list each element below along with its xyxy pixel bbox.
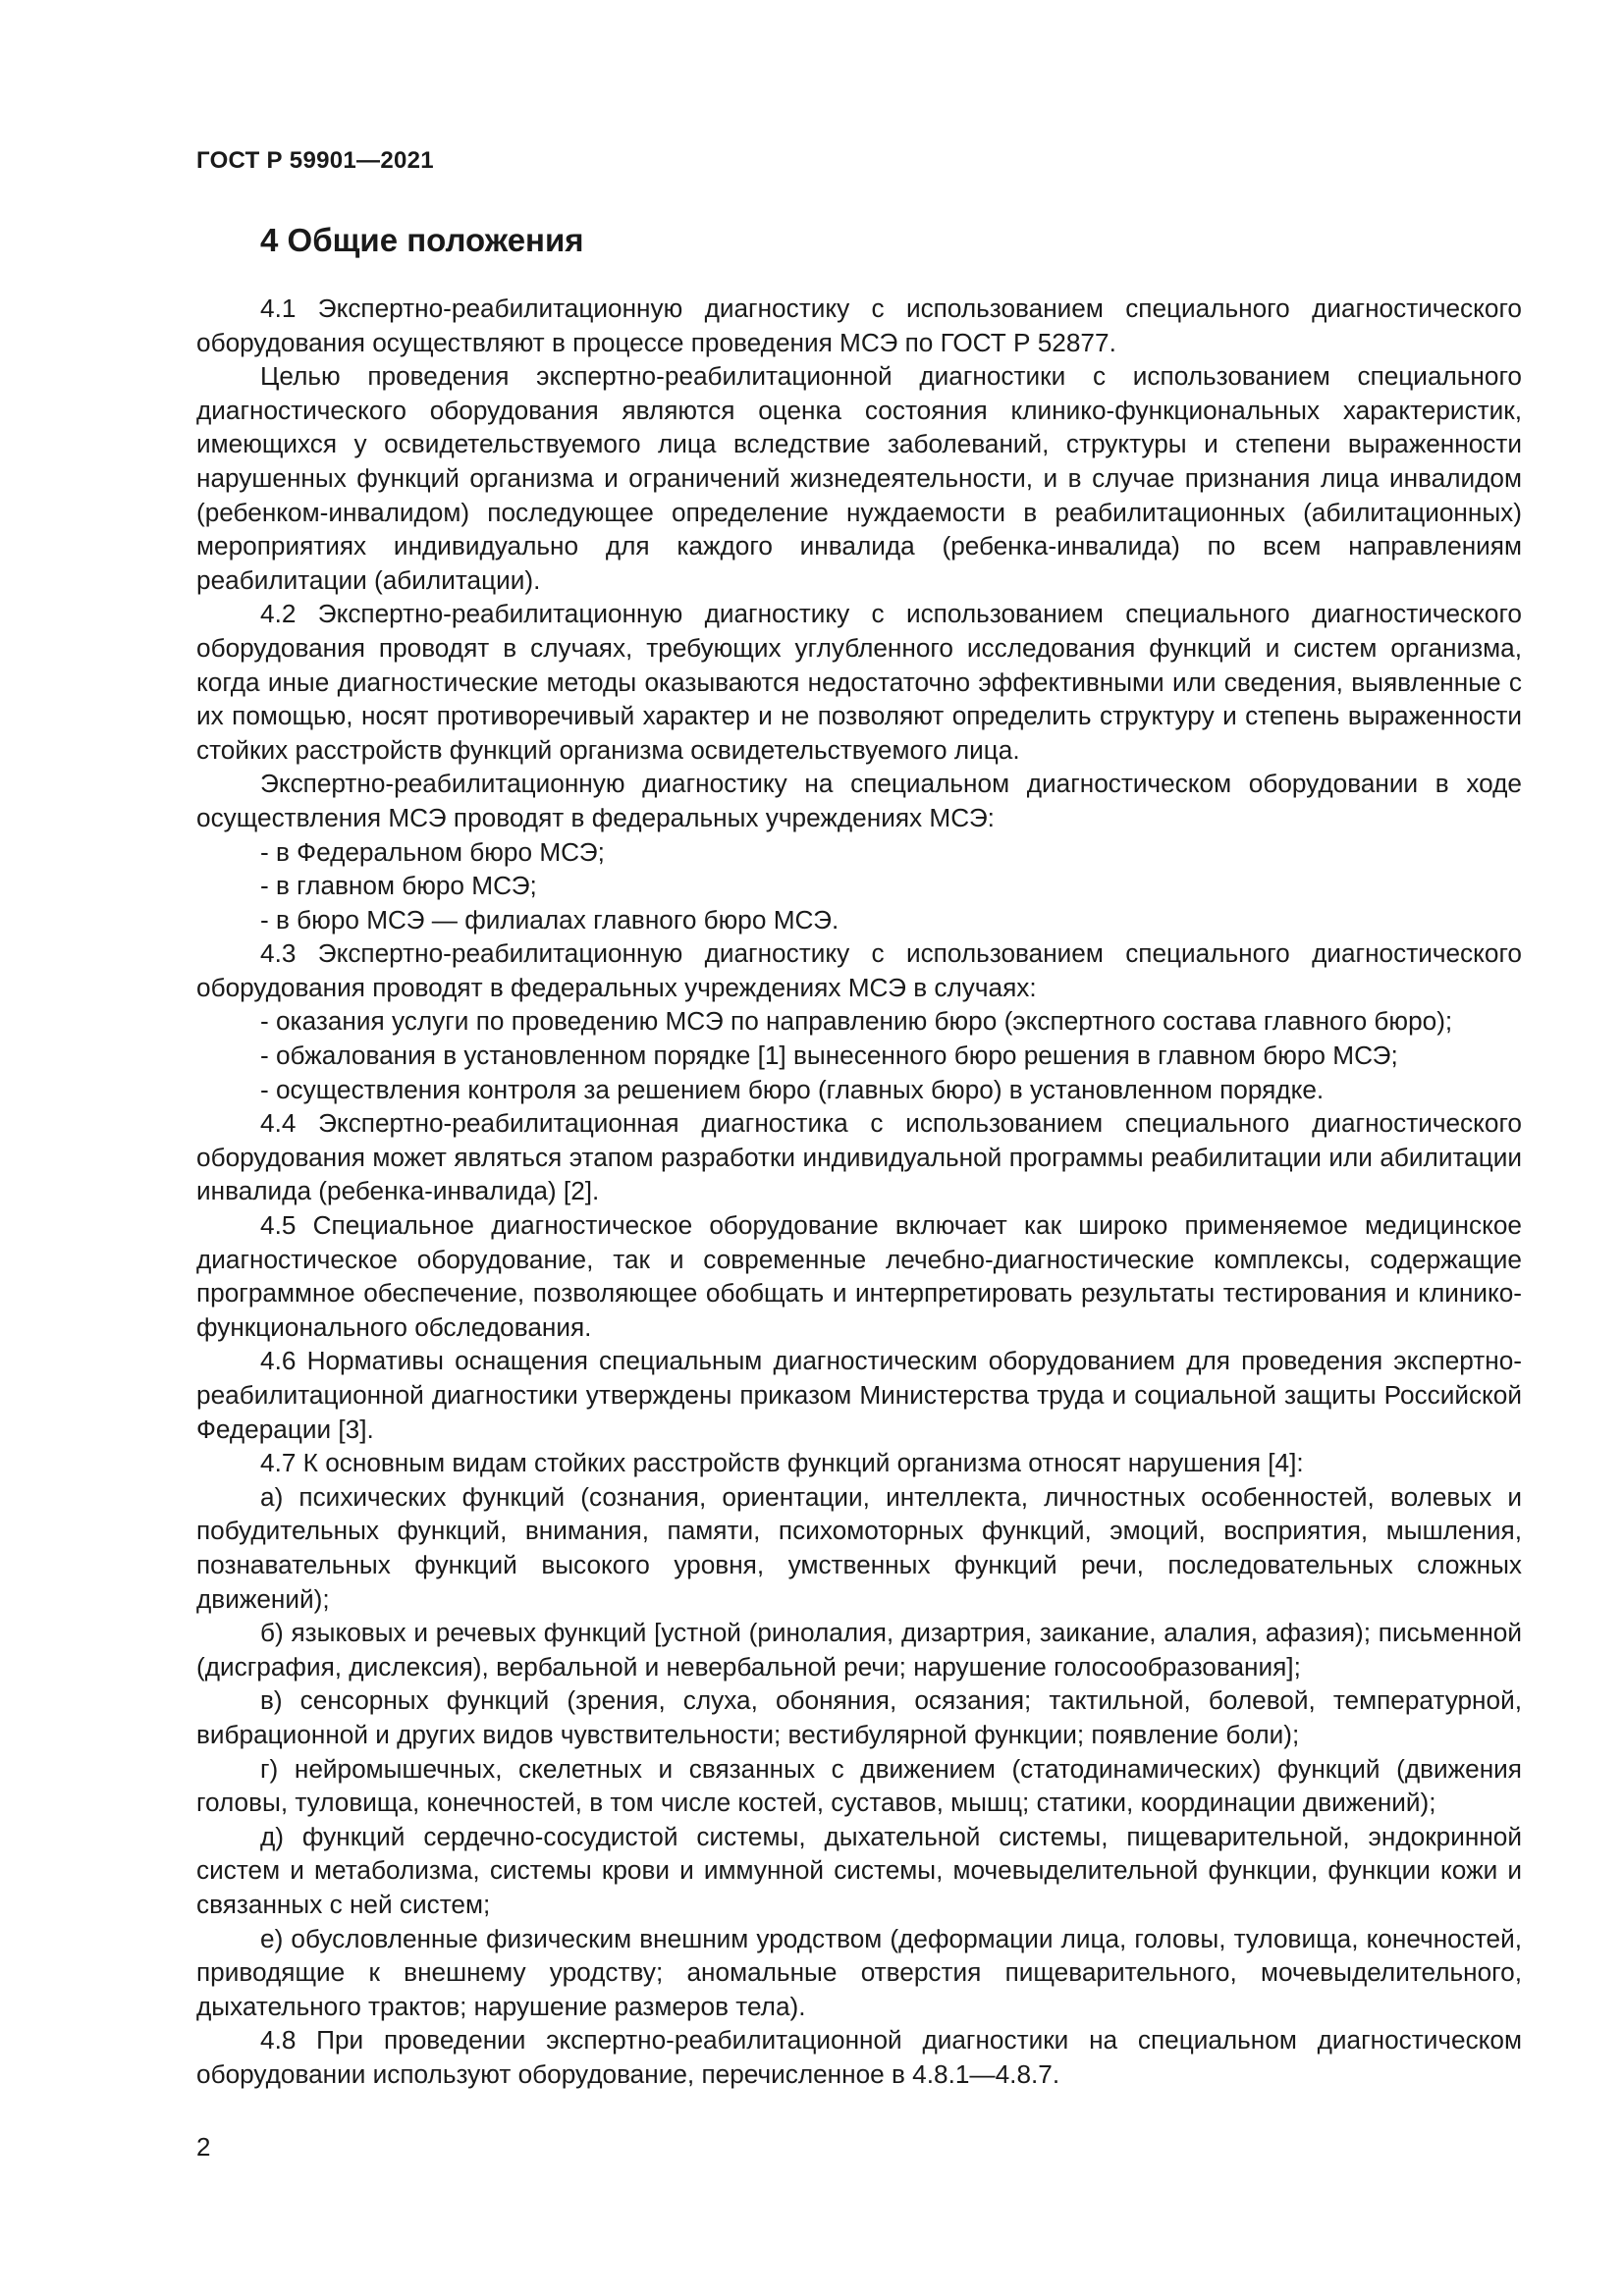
list-item: - в главном бюро МСЭ; xyxy=(260,871,537,901)
subitem-e: е) обусловленные физическим внешним уродством (деформации лица, головы, туловища, конечностей, приводящие к внешнему уродству; аномальные отверстия пищеварительного, мочевыделительного, дыхательного трактов; нарушение размеров тела). xyxy=(196,1923,1522,2021)
paragraph-4-4: 4.4 Экспертно-реабилитационная диагностика с использованием специального диагностического оборудования может являться этапом разработки индивидуальной программы реабилитации или абилитации инвалида (ребенка-инвалида) [2]. xyxy=(196,1108,1522,1206)
document-content xyxy=(196,219,1522,2091)
subitem-d: д) функций сердечно-сосудистой системы, дыхательной системы, пищеварительной, эндокринной систем и метаболизма, системы крови и иммунной системы, мочевыделительной функции, функции кожи и связанных с ней систем; xyxy=(196,1821,1522,1919)
subitem-g: г) нейромышечных, скелетных и связанных с движением (статодинамических) функций (движения головы, туловища, конечностей, в том числе костей, суставов, мышц; статики, координации движений); xyxy=(196,1753,1522,1818)
list-item: - в бюро МСЭ — филиалах главного бюро МСЭ. xyxy=(260,904,839,934)
paragraph-4-2: 4.2 Экспертно-реабилитационную диагностику с использованием специального диагностического оборудования проводят в случаях, требующих углубленного исследования функций и систем организма, когда иные диагностические методы оказываются недостаточно эффективными или сведения, выявленные с их помощью, носят противоречивый характер и не позволяют определить структуру и степень выраженности стойких расстройств функций организма освидетельствуемого лица. xyxy=(196,599,1522,765)
paragraph-4-1: 4.1 Экспертно-реабилитационную диагностику с использованием специального диагностического оборудования осуществляют в процессе проведения МСЭ по ГОСТ Р 52877. xyxy=(196,294,1522,357)
section-heading: 4 Общие положения xyxy=(260,222,584,258)
list-item: - обжалования в установленном порядке [1] вынесенного бюро решения в главном бюро МСЭ; xyxy=(260,1041,1398,1071)
subitem-b: б) языковых и речевых функций [устной (ринолалия, дизартрия, заикание, алалия, афазия); письменной (дисграфия, дислексия), вербальной и невербальной речи; нарушение голосообразования]; xyxy=(196,1618,1522,1682)
list-item: - в Федеральном бюро МСЭ; xyxy=(260,836,605,867)
subitem-a: а) психических функций (сознания, ориентации, интеллекта, личностных особенностей, волевых и побудительных функций, внимания, памяти, психомоторных функций, эмоций, восприятия, мышления, познавательных функций высокого уровня, умственных функций речи, последовательных сложных движений); xyxy=(196,1481,1522,1614)
list-item: - оказания услуги по проведению МСЭ по направлению бюро (экспертного состава главного бюро); xyxy=(260,1006,1453,1037)
page-number: 2 xyxy=(196,2132,211,2162)
paragraph-institutions: Экспертно-реабилитационную диагностику на специальном диагностическом оборудовании в ходе осуществления МСЭ проводят в федеральных учреждениях МСЭ: xyxy=(196,769,1522,832)
paragraph-4-8: 4.8 При проведении экспертно-реабилитационной диагностики на специальном диагностическом оборудовании используют оборудование, перечисленное в 4.8.1—4.8.7. xyxy=(196,2025,1522,2089)
document-header: ГОСТ Р 59901—2021 xyxy=(196,147,434,174)
paragraph-4-6: 4.6 Нормативы оснащения специальным диагностическим оборудованием для проведения экспертно-реабилитационной диагностики утверждены приказом Министерства труда и социальной защиты Российской Федерации [3]. xyxy=(196,1346,1522,1444)
paragraph-4-7: 4.7 К основным видам стойких расстройств функций организма относят нарушения [4]: xyxy=(260,1448,1304,1478)
list-item: - осуществления контроля за решением бюро (главных бюро) в установленном порядке. xyxy=(260,1074,1325,1104)
subitem-v: в) сенсорных функций (зрения, слуха, обоняния, осязания; тактильной, болевой, температурной, вибрационной и других видов чувствительности; вестибулярной функции; появление боли); xyxy=(196,1685,1522,1749)
paragraph-4-5: 4.5 Специальное диагностическое оборудование включает как широко применяемое медицинское диагностическое оборудование, так и современные лечебно-диагностические комплексы, содержащие программное обеспечение, позволяющее обобщать и интерпретировать результаты тестирования и клинико-функционального обследования. xyxy=(196,1210,1522,1342)
paragraph-4-3: 4.3 Экспертно-реабилитационную диагностику с использованием специального диагностического оборудования проводят в федеральных учреждениях МСЭ в случаях: xyxy=(196,938,1522,1002)
paragraph-purpose: Целью проведения экспертно-реабилитационной диагностики с использованием специального диагностического оборудования являются оценка состояния клинико-функциональных характеристик, имеющихся у освидетельствуемого лица вследствие заболеваний, структуры и степени выраженности нарушенных функций организма и ограничений жизнедеятельности, и в случае признания лица инвалидом (ребенком-инвалидом) последующее определение нуждаемости в реабилитационных (абилитационных) мероприятиях индивидуально для каждого инвалида (ребенка-инвалида) по всем направлениям реабилитации (абилитации). xyxy=(196,361,1522,595)
